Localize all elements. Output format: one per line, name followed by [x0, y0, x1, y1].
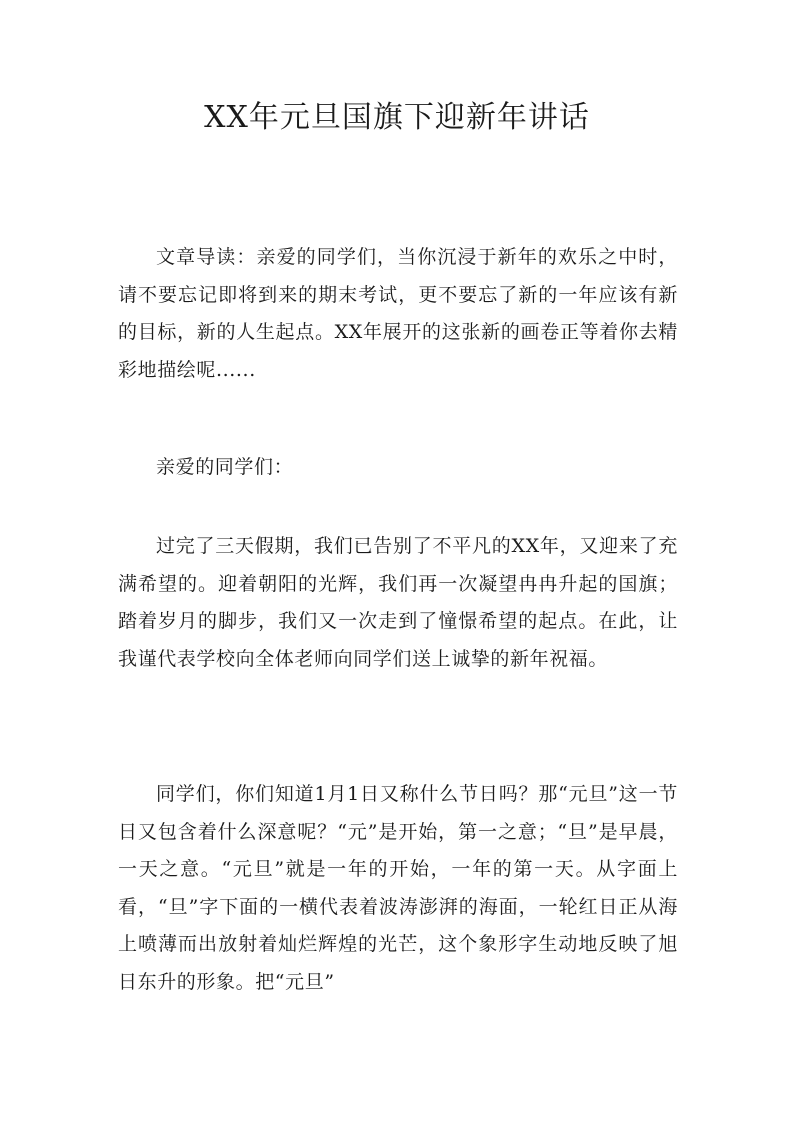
- intro-paragraph: 文章导读：亲爱的同学们，当你沉浸于新年的欢乐之中时，请不要忘记即将到来的期末考试，更不要忘了新的一年应该有新的目标，新的人生起点。XX年展开的这张新的画卷正等着你去精彩地描绘呢......: [118, 246, 678, 381]
- page-title: XX年元旦国旗下迎新年讲话: [204, 100, 590, 135]
- meaning-paragraph: 同学们，你们知道1月1日又称什么节日吗？那“元旦”这一节日又包含着什么深意呢？“元”是开始，第一之意；“旦”是早晨，一天之意。“元旦”就是一年的开始，一年的第一天。从字面上看，“旦”字下面的一横代表着波涛澎湃的海面，一轮红日正从海上喷薄而出放射着灿烂辉煌的光芒，这个象形字生动地反映了旭日东升的形象。把“元旦”: [118, 783, 678, 993]
- holiday-paragraph: 过完了三天假期，我们已告别了不平凡的XX年，又迎来了充满希望的。迎着朝阳的光辉，我们再一次凝望冉冉升起的国旗；踏着岁月的脚步，我们又一次走到了憧憬希望的起点。在此，让我谨代表学校向全体老师向同学们送上诚挚的新年祝福。: [118, 535, 678, 670]
- greeting-paragraph: 亲爱的同学们：: [156, 456, 294, 478]
